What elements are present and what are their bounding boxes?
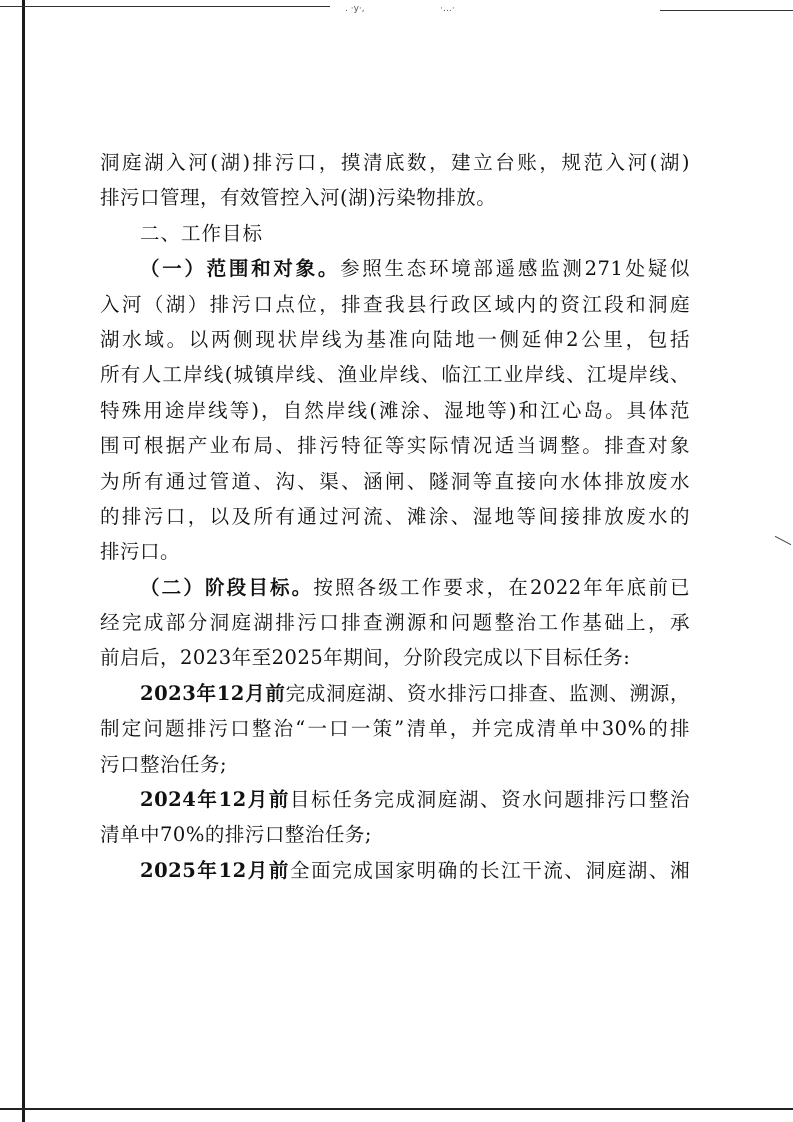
scan-bottom-line [0, 1108, 793, 1110]
text-line: 所有人工岸线(城镇岸线、渔业岸线、临江工业岸线、江堤岸线、 [100, 363, 690, 387]
text-line: 特殊用途岸线等)，自然岸线(滩涂、湿地等)和江心岛。具体范 [100, 398, 690, 422]
text-line: 湖水域。以两侧现状岸线为基准向陆地一侧延伸2公里，包括 [100, 327, 690, 351]
text-line: 2024年12月前目标任务完成洞庭湖、资水问题排污口整治 [140, 788, 690, 812]
milestone-2025: 2025年12月前 [140, 858, 290, 882]
scan-speck-1: . ·y·, [345, 4, 365, 14]
text-line: 围可根据产业布局、排污特征等实际情况适当调整。排查对象 [100, 434, 690, 458]
text-line: （二）阶段目标。按照各级工作要求，在2022年年底前已 [140, 575, 690, 599]
section-heading: 二、工作目标 [140, 221, 264, 245]
text-line: 的排污口，以及所有通过河流、滩涂、湿地等间接排放废水的 [100, 504, 690, 528]
subheading-stage-goals: （二）阶段目标。 [140, 575, 314, 599]
text-line: 为所有通过管道、沟、渠、涵闸、隧洞等直接向水体排放废水 [100, 469, 690, 493]
text-line: 入河（湖）排污口点位，排查我县行政区域内的资江段和洞庭 [100, 292, 690, 316]
subheading-scope: （一）范围和对象。 [140, 257, 341, 281]
scan-top-line-right [660, 10, 793, 11]
milestone-2023: 2023年12月前 [140, 681, 286, 705]
scan-edge-left [22, 0, 25, 1122]
text-line: 排污口管理，有效管控入河(湖)污染物排放。 [100, 186, 497, 210]
text-line: 洞庭湖入河(湖)排污口，摸清底数，建立台账，规范入河(湖) [100, 151, 690, 174]
text-line: 排污口。 [100, 540, 181, 564]
text-line: 经完成部分洞庭湖排污口排查溯源和问题整治工作基础上，承 [100, 611, 690, 635]
scan-mark-right [775, 536, 791, 545]
text-line: （一）范围和对象。参照生态环境部遥感监测271处疑似 [140, 257, 690, 281]
text-line: 2023年12月前完成洞庭湖、资水排污口排查、监测、溯源， [140, 681, 690, 705]
scan-speck-2: ·…· [440, 4, 455, 14]
text-line: 前启后，2023年至2025年期间，分阶段完成以下目标任务: [100, 646, 631, 670]
document-body [100, 145, 690, 888]
text-line: 制定问题排污口整治“一口一策”清单，并完成清单中30%的排 [100, 717, 690, 741]
scan-top-line-left [0, 6, 330, 7]
text-line: 清单中70%的排污口整治任务; [100, 823, 372, 847]
text-line: 污口整治任务; [100, 752, 228, 776]
text-line: 2025年12月前全面完成国家明确的长江干流、洞庭湖、湘 [140, 858, 690, 882]
milestone-2024: 2024年12月前 [140, 788, 290, 812]
